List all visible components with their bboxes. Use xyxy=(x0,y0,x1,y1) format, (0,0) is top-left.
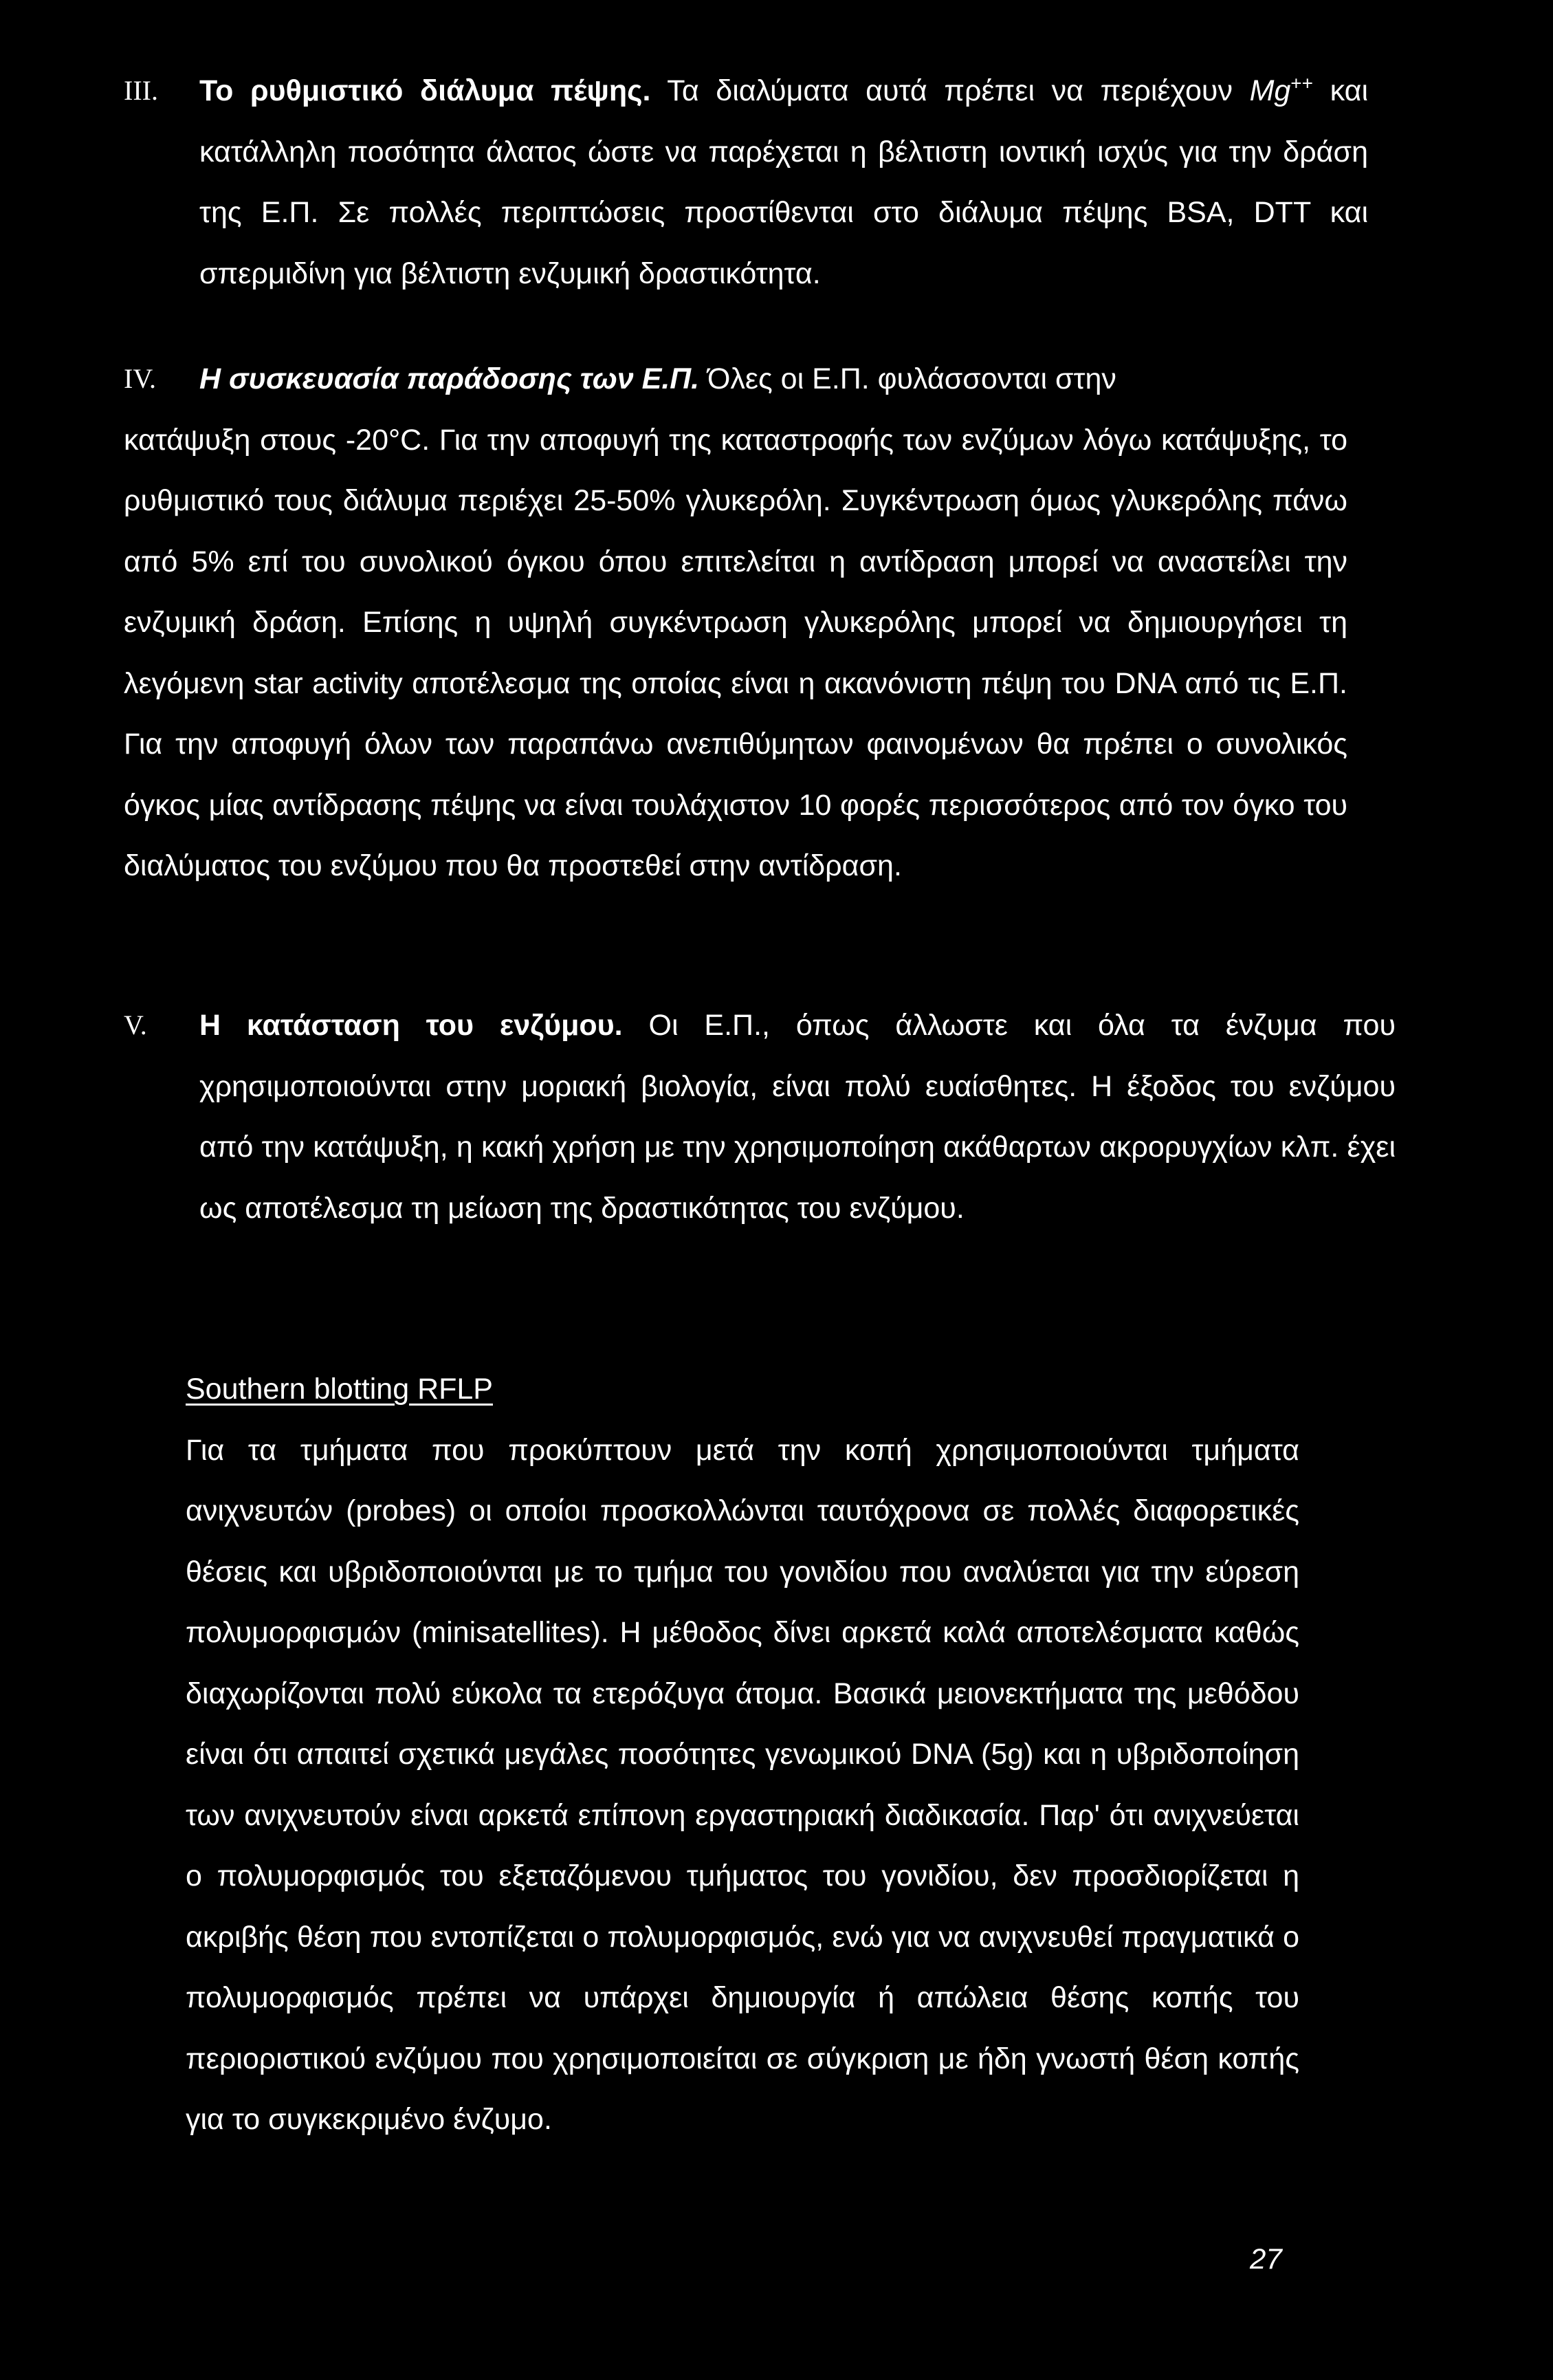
ion-symbol: Mg xyxy=(1249,74,1291,107)
item-paragraph xyxy=(199,995,1396,1238)
item-text: και κατάλληλη ποσότητα άλατος ώστε να παρέχεται η βέλτιστη ιοντική ισχύς για την δράση της Ε.Π. Σε πολλές περιπτώσεις προστίθενται στο διάλυμα πέψης BSA, DTT και σπερμιδίνη για βέλτιστη ενζυμική δραστικότητα. xyxy=(199,74,1368,290)
item-numeral: IV. xyxy=(124,363,157,394)
item-heading: Το ρυθμιστικό διάλυμα πέψης. xyxy=(199,74,651,107)
page-number: 27 xyxy=(1250,2242,1282,2275)
item-numeral: V. xyxy=(124,1009,147,1040)
section-body: Για τα τμήματα που προκύπτουν μετά την κοπή χρησιμοποιούνται τμήματα ανιχνευτών (probes) οι οποίοι προσκολλώνται ταυτόχρονα σε πολλές διαφορετικές θέσεις και υβριδοποιούνται με το τμήμα του γονιδίου που αναλύεται για την εύρεση πολυμορφισμών (minisatellites). Η μέθοδος δίνει αρκετά καλά αποτελέσματα καθώς διαχωρίζονται πολύ εύκολα τα ετερόζυγα άτομα. Βασικά μειονεκτήματα της μεθόδου είναι ότι απαιτεί σχετικά μεγάλες ποσότητες γενωμικού DNA (5g) και η υβριδοποίηση των ανιχνευτούν είναι αρκετά επίπονη εργαστηριακή διαδικασία. Παρ' ότι ανιχνεύεται ο πολυμορφισμός του εξεταζόμενου τμήματος του γονιδίου, δεν προσδιορίζεται η ακριβής θέση που εντοπίζεται ο πολυμορφισμός, ενώ για να ανιχνευθεί πραγματικά ο πολυμορφισμός πρέπει να υπάρχει δημιουργία ή απώλεια θέσης κοπής του περιοριστικού ενζύμου που χρησιμοποιείται σε σύγκριση με ήδη γνωστή θέση κοπής για το συγκεκριμένο ένζυμο. xyxy=(186,1433,1299,2136)
item-heading: Η συσκευασία παράδοσης των Ε.Π. xyxy=(199,362,700,395)
section-title: Southern blotting RFLP xyxy=(186,1373,493,1406)
item-text-continued: κατάψυξη στους -20°C. Για την αποφυγή της καταστροφής των ενζύμων λόγω κατάψυξης, το ρυθμιστικό τους διάλυμα περιέχει 25-50% γλυκερόλη. Συγκέντρωση όμως γλυκερόλης πάνω από 5% επί του συνολικού όγκου όπου επιτελείται η αντίδραση μπορεί να αναστείλει την ενζυμική δράση. Επίσης η υψηλή συγκέντρωση γλυκερόλης μπορεί να δημιουργήσει τη λεγόμενη star activity αποτέλεσμα της οποίας είναι η ακανόνιστη πέψη του DNA από τις Ε.Π. Για την αποφυγή όλων των παραπάνω ανεπιθύμητων φαινομένων θα πρέπει ο συνολικός όγκος μίας αντίδρασης πέψης να είναι τουλάχιστον 10 φορές περισσότερος από τον όγκο του διαλύματος του ενζύμου που θα προστεθεί στην αντίδραση. xyxy=(124,423,1347,882)
item-heading: Η κατάσταση του ενζύμου. xyxy=(199,1009,623,1042)
ion-charge: ++ xyxy=(1290,72,1313,94)
item-paragraph xyxy=(199,61,1368,304)
item-paragraph xyxy=(124,349,1409,897)
item-text: Οι Ε.Π., όπως άλλωστε και όλα τα ένζυμα που χρησιμοποιούνται στην μοριακή βιολογία, είναι πολύ ευαίσθητες. Η έξοδος του ενζύμου από την κατάψυξη, η κακή χρήση με την χρησιμοποίηση ακάθαρτων ακρορυγχίων κλπ. έχει ως αποτέλεσμα τη μείωση της δραστικότητας του ενζύμου. xyxy=(199,1009,1396,1225)
item-text: Όλες οι Ε.Π. φυλάσσονται στην xyxy=(699,362,1116,395)
southern-blotting-section xyxy=(186,1359,1299,2150)
item-text: Τα διαλύματα αυτά πρέπει να περιέχουν xyxy=(650,74,1250,107)
item-numeral: III. xyxy=(124,75,158,106)
